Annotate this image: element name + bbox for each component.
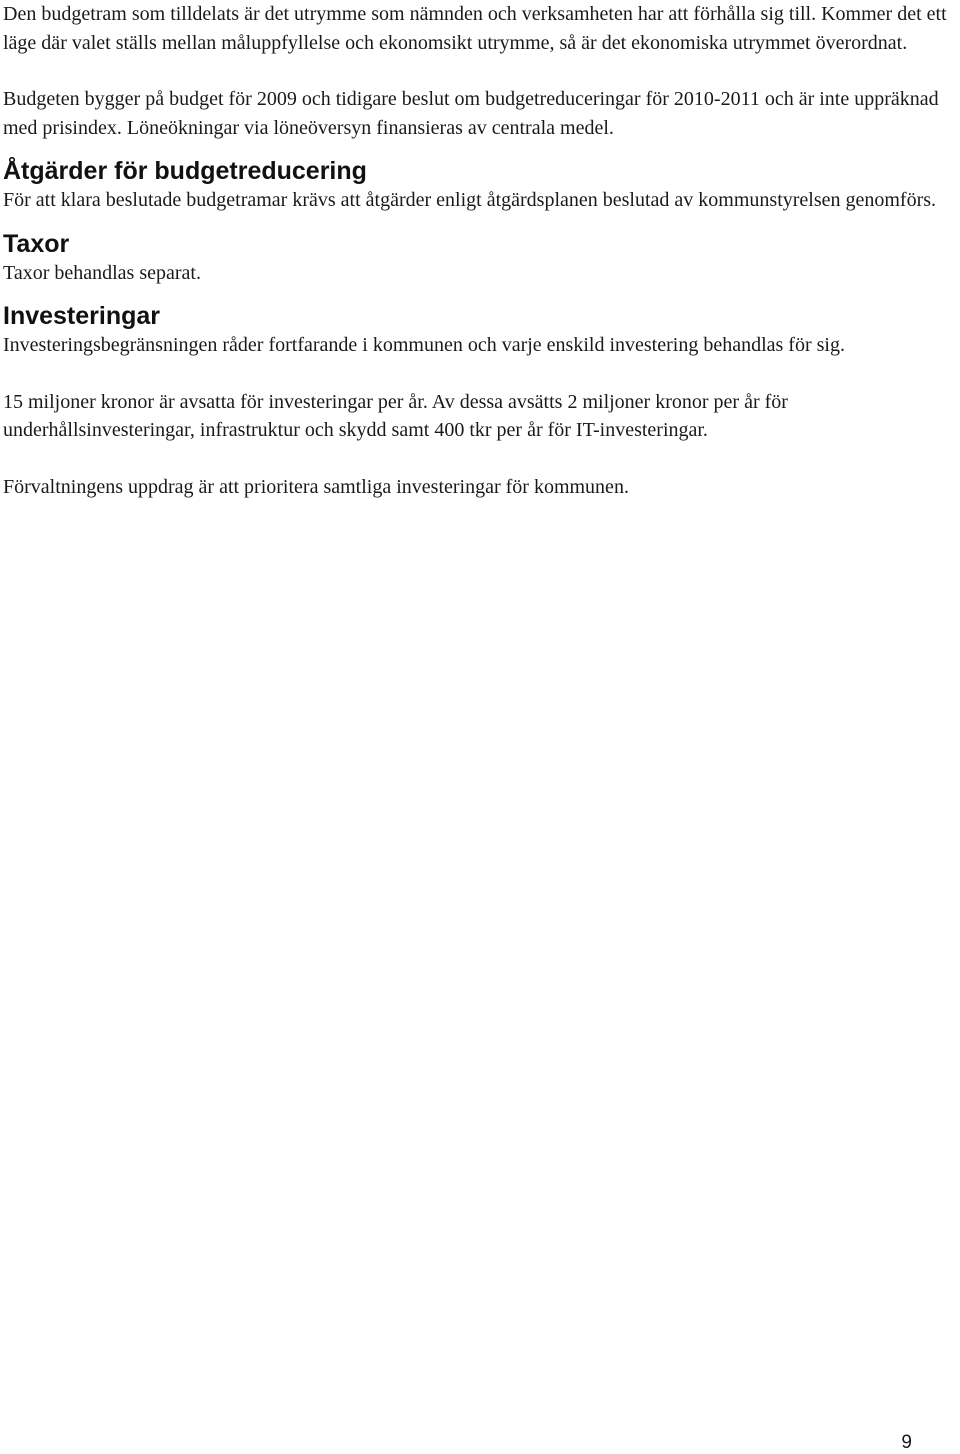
intro-paragraph-budget-frame: Den budgetram som tilldelats är det utrymme som nämnden och verksamheten har att förhålla sig till. Kommer det ett läge där valet ställs mellan måluppfyllelse och ekonomsikt utrymme, så är det ekonomiska utrymmet överordnat. xyxy=(3,3,947,54)
heading-investeringar: Investeringar xyxy=(3,302,161,330)
heading-taxor: Taxor xyxy=(3,229,70,258)
paragraph-taxor: Taxor behandlas separat. xyxy=(3,261,201,284)
intro-paragraph-budget-basis: Budgeten bygger på budget för 2009 och tidigare beslut om budgetreduceringar för 2010-2011 och är inte uppräknad med prisindex. Löneökningar via löneöversyn finansieras av centrala medel. xyxy=(3,88,939,139)
paragraph-investering-budget: 15 miljoner kronor är avsatta för investeringar per år. Av dessa avsätts 2 miljoner kronor per år för underhållsinvesteringar, infrastruktur och skydd samt 400 tkr per år för IT-investeringar. xyxy=(3,390,788,441)
page-number: 9 xyxy=(901,1432,912,1453)
paragraph-atgarder: För att klara beslutade budgetramar krävs att åtgärder enligt åtgärdsplanen beslutad av kommunstyrelsen genomförs. xyxy=(3,189,937,211)
paragraph-investering-priority: Förvaltningens uppdrag är att prioritera samtliga investeringar för kommunen. xyxy=(3,475,629,498)
paragraph-investering-limit: Investeringsbegränsningen råder fortfarande i kommunen och varje enskild investering behandlas för sig. xyxy=(3,334,845,356)
heading-atgarder: Åtgärder för budgetreducering xyxy=(3,157,367,185)
document-page xyxy=(3,0,953,501)
